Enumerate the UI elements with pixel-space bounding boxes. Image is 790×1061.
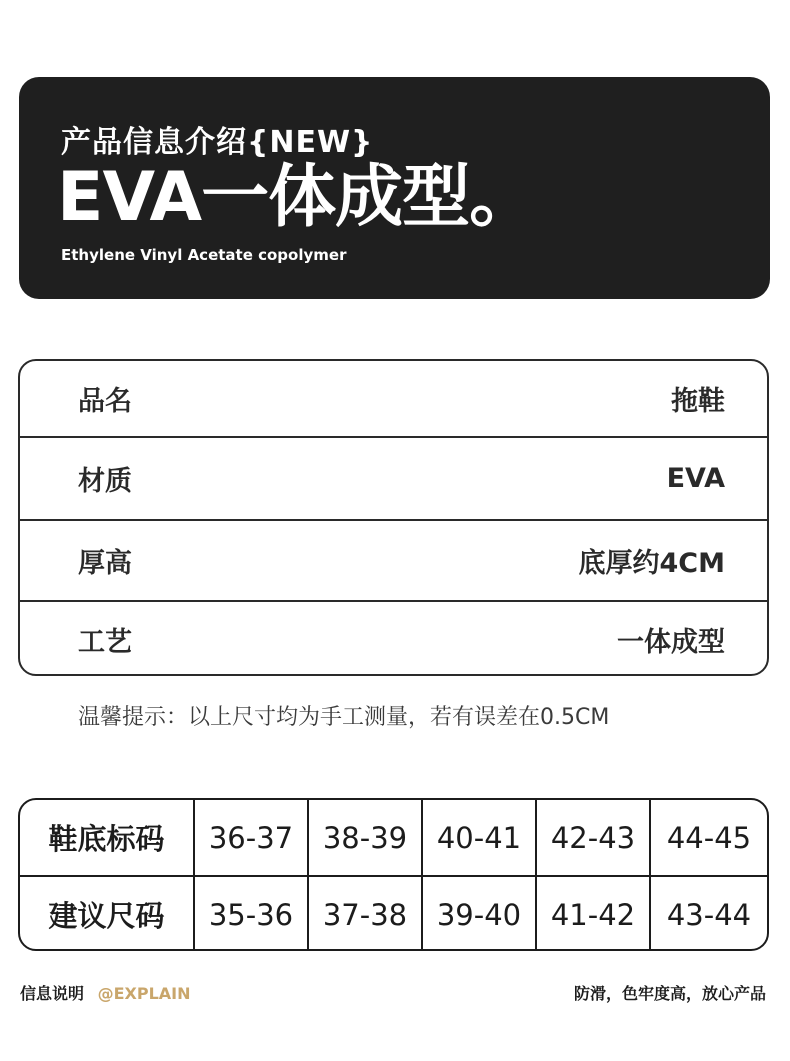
size-chart-table — [18, 798, 769, 951]
size-cell: 38-39 — [309, 800, 423, 875]
measurement-tip: 温馨提示：以上尺寸均为手工测量，若有误差在0.5CM — [78, 705, 610, 730]
info-value: 底厚约4CM — [578, 548, 725, 579]
banner-kicker: 产品信息介绍{NEW} — [61, 125, 374, 160]
size-cell: 43-44 — [666, 897, 752, 932]
info-row-name — [20, 361, 767, 436]
info-label: 材质 — [78, 466, 132, 497]
banner-subtitle: Ethylene Vinyl Acetate copolymer — [61, 246, 347, 264]
header-banner — [19, 77, 770, 299]
product-info-table — [18, 359, 769, 676]
size-row-header: 建议尺码 — [20, 877, 195, 951]
size-cell: 41-42 — [537, 877, 651, 951]
footer-features: 防滑，色牢度高，放心产品 — [573, 984, 766, 1003]
info-label: 厚高 — [78, 548, 132, 579]
footer-info-label — [20, 981, 191, 1004]
size-cell: 39-40 — [423, 877, 537, 951]
size-cell: 36-37 — [195, 800, 309, 875]
info-label: 工艺 — [78, 626, 132, 658]
size-cell: 44-45 — [666, 820, 752, 855]
size-cell: 37-38 — [309, 877, 423, 951]
info-value: EVA — [666, 463, 725, 494]
size-cell: 42-43 — [537, 800, 651, 875]
footer-label: 信息说明 — [20, 984, 85, 1003]
size-row-sole — [20, 800, 767, 875]
banner-headline: EVA一体成型。 — [57, 158, 537, 237]
size-row-header: 鞋底标码 — [20, 800, 195, 875]
size-row-suggested — [20, 875, 767, 951]
size-cell: 35-36 — [195, 877, 309, 951]
info-value: 拖鞋 — [671, 386, 725, 417]
size-cell: 40-41 — [423, 800, 537, 875]
info-value: 一体成型 — [617, 626, 725, 658]
info-row-material — [20, 436, 767, 519]
footer-explain-tag: @EXPLAIN — [97, 984, 191, 1003]
info-label: 品名 — [78, 386, 132, 417]
info-row-process — [20, 600, 767, 676]
info-row-thickness — [20, 519, 767, 600]
